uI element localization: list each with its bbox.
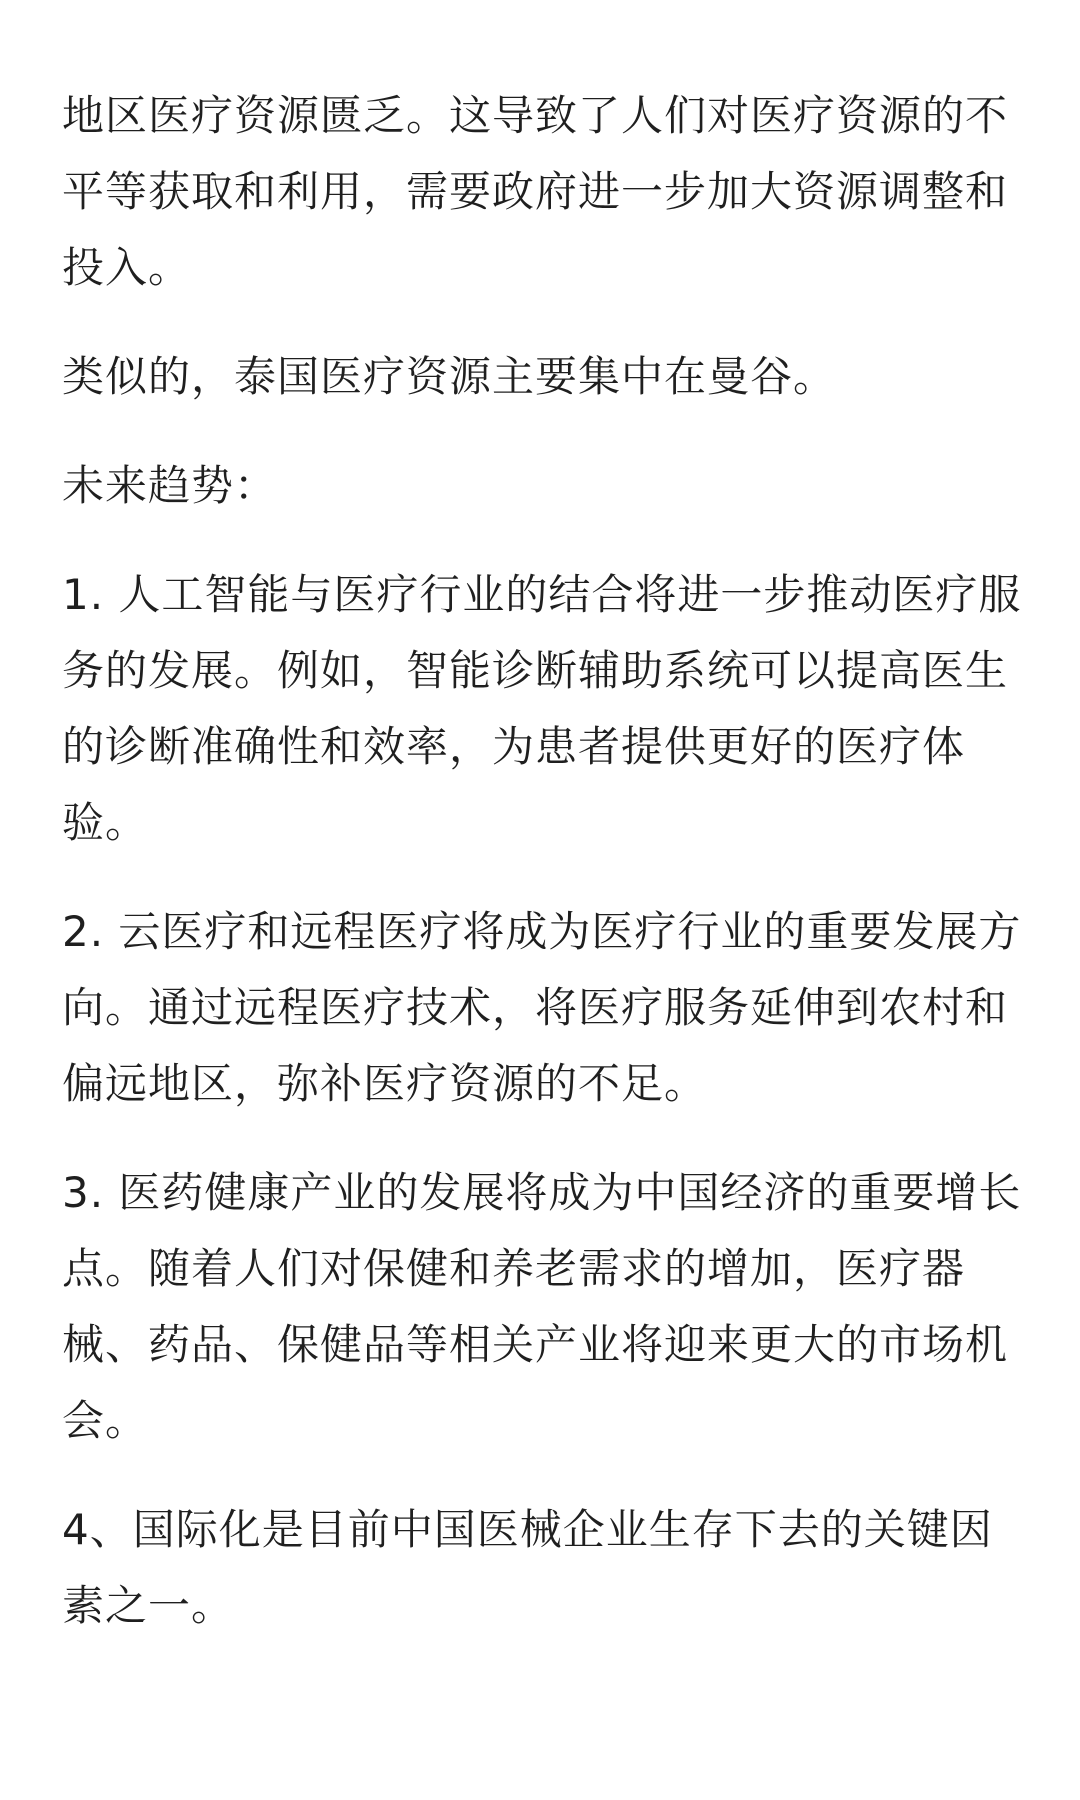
paragraph-thailand: 类似的，泰国医疗资源主要集中在曼谷。 bbox=[62, 352, 837, 401]
paragraph-resource-shortage: 地区医疗资源匮乏。这导致了人们对医疗资源的不平等获取和利用，需要政府进一步加大资源调整和投入。 bbox=[62, 91, 1009, 292]
list-item-ai-healthcare: 1. 人工智能与医疗行业的结合将进一步推动医疗服务的发展。例如，智能诊断辅助系统可以提高医生的诊断准确性和效率，为患者提供更好的医疗体验。 bbox=[62, 570, 1022, 847]
list-item-internationalization: 4、国际化是目前中国医械企业生存下去的关键因素之一。 bbox=[62, 1505, 993, 1630]
article-body bbox=[62, 78, 1032, 1677]
list-item-cloud-telemedicine: 2. 云医疗和远程医疗将成为医疗行业的重要发展方向。通过远程医疗技术，将医疗服务延伸到农村和偏远地区，弥补医疗资源的不足。 bbox=[62, 907, 1022, 1108]
list-item-health-industry: 3. 医药健康产业的发展将成为中国经济的重要增长点。随着人们对保健和养老需求的增加，医疗器械、药品、保健品等相关产业将迎来更大的市场机会。 bbox=[62, 1168, 1022, 1445]
section-heading-future-trends: 未来趋势： bbox=[62, 461, 278, 510]
